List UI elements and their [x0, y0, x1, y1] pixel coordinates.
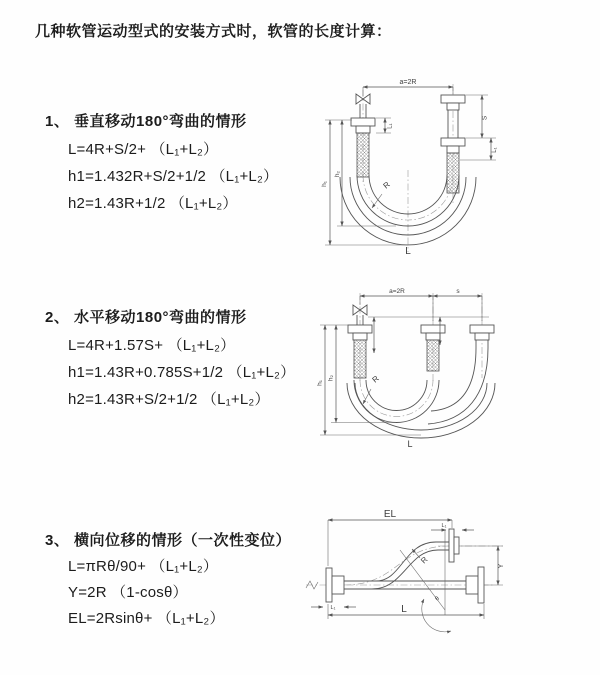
radius-label: R [370, 373, 381, 385]
page-title: 几种软管运动型式的安装方式时，软管的长度计算： [35, 23, 392, 40]
section-1-heading: 1、 垂直移动180°弯曲的情形 [45, 113, 247, 130]
centerlines [363, 84, 453, 252]
formula-line: L=πRθ/90+ （L₁+L₂） [68, 558, 219, 575]
dimension-el [328, 509, 452, 566]
dim-label-l1-bottom: L₁ [330, 605, 336, 611]
hose-assembly [326, 529, 484, 603]
dim-label-el: EL [383, 509, 397, 520]
dim-label-l1-right: L₁ [492, 147, 498, 153]
dim-label-a2r: a=2R [389, 288, 405, 295]
dim-label-h2: h₂ [334, 170, 341, 178]
dimension-s-right [460, 95, 498, 160]
formula-line: Y=2R （1-cosθ） [68, 584, 188, 601]
dim-label-l: L [401, 604, 407, 615]
diagram-vertical-180-bend [312, 72, 590, 257]
length-label: L [407, 439, 413, 449]
radius-label: R [419, 554, 430, 566]
dim-label-a2r: a=2R [399, 79, 417, 86]
dim-label-h1: h₁ [321, 181, 328, 187]
dim-label-l1: L₁ [387, 123, 394, 129]
dim-label-h1: h₁ [316, 380, 324, 386]
dimension-h1-h2 [317, 325, 422, 435]
diagram-lateral-displacement [298, 500, 593, 645]
formula-line: EL=2Rsinθ+ （L₁+L₂） [68, 610, 225, 627]
dimension-a2r [363, 79, 453, 96]
formula-line: L=4R+1.57S+ （L₁+L₂） [68, 337, 236, 354]
section-3-heading: 3、 横向位移的情形（一次性变位） [45, 532, 292, 549]
formula-line: h1=1.432R+S/2+1/2 （L₁+L₂） [68, 168, 279, 185]
dim-label-l1-top: L₁ [441, 523, 447, 529]
diagram-horizontal-180-bend [313, 283, 573, 458]
length-label: L [405, 246, 411, 257]
dimension-a2r-s [360, 288, 482, 321]
dim-label-h2: h₂ [327, 374, 335, 382]
formula-line: h1=1.43R+0.785S+1/2 （L₁+L₂） [68, 364, 296, 381]
formula-line: h2=1.43R+S/2+1/2 （L₁+L₂） [68, 391, 270, 408]
dimension-l1-bottom [311, 605, 356, 611]
formula-line: L=4R+S/2+ （L₁+L₂） [68, 141, 219, 158]
dimension-l1-left [376, 118, 394, 133]
break-symbol [306, 581, 318, 589]
centerlines [360, 293, 482, 383]
formula-line: h2=1.43R+1/2 （L₁+L₂） [68, 195, 238, 212]
dim-label-s: s [456, 288, 460, 295]
radius-label: R [381, 179, 392, 191]
dim-label-s: S [481, 115, 489, 121]
section-2-heading: 2、 水平移动180°弯曲的情形 [45, 309, 247, 326]
angle-label: θ [434, 595, 441, 603]
hose-assembly [347, 325, 495, 438]
dim-label-y: Y [498, 563, 505, 569]
dimension-l [328, 604, 484, 619]
